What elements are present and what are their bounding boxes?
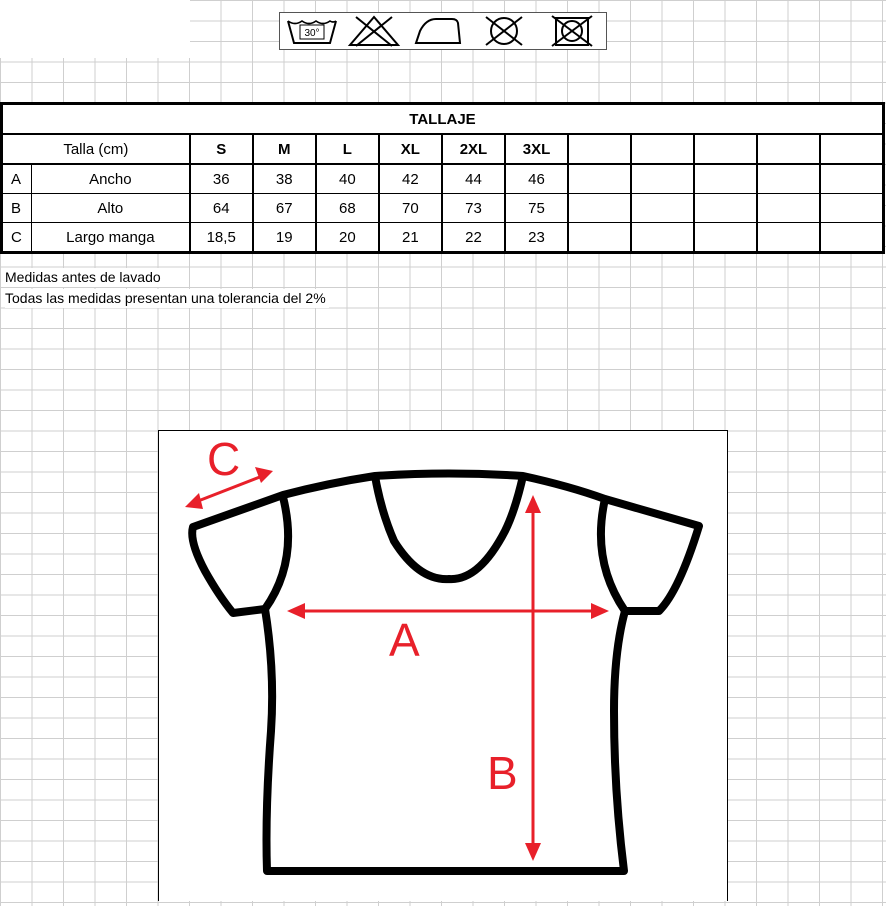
row-code: B [2, 194, 32, 223]
no-tumble-dry-icon [544, 15, 600, 47]
size-header: L [316, 134, 379, 164]
table-cell: 75 [505, 194, 568, 223]
table-cell [694, 164, 757, 194]
table-cell: 40 [316, 164, 379, 194]
size-header [820, 134, 883, 164]
row-code: C [2, 223, 32, 253]
row-label: Alto [32, 194, 190, 223]
wash-30-icon [284, 15, 340, 47]
table-cell: 64 [190, 194, 253, 223]
table-title: TALLAJE [2, 104, 884, 135]
table-row [2, 164, 884, 194]
table-cell: 67 [253, 194, 316, 223]
size-header: M [253, 134, 316, 164]
row-label: Largo manga [32, 223, 190, 253]
table-cell: 19 [253, 223, 316, 253]
tshirt-diagram [159, 431, 727, 901]
size-header [757, 134, 820, 164]
measurement-diagram [158, 430, 728, 901]
table-cell [757, 164, 820, 194]
no-bleach-icon [346, 15, 402, 47]
note-before-wash: Medidas antes de lavado [5, 268, 164, 287]
size-header [694, 134, 757, 164]
table-cell [820, 223, 883, 253]
iron-icon [410, 15, 466, 47]
size-header [631, 134, 694, 164]
table-cell [820, 164, 883, 194]
table-cell: 21 [379, 223, 442, 253]
header-merged-area-2 [0, 58, 886, 80]
table-cell: 70 [379, 194, 442, 223]
table-cell [757, 194, 820, 223]
table-cell [694, 223, 757, 253]
table-cell [820, 194, 883, 223]
size-header: XL [379, 134, 442, 164]
table-cell: 20 [316, 223, 379, 253]
size-header: 2XL [442, 134, 505, 164]
header-merged-area [0, 0, 190, 58]
table-row [2, 194, 884, 223]
no-dry-clean-icon [476, 15, 532, 47]
label-b: B [487, 747, 518, 799]
table-cell: 42 [379, 164, 442, 194]
label-a: A [389, 614, 420, 666]
table-cell: 23 [505, 223, 568, 253]
size-header [568, 134, 631, 164]
table-cell: 18,5 [190, 223, 253, 253]
table-cell: 73 [442, 194, 505, 223]
table-cell: 68 [316, 194, 379, 223]
table-cell: 38 [253, 164, 316, 194]
size-header: 3XL [505, 134, 568, 164]
tshirt-outline [192, 476, 699, 871]
table-cell [694, 194, 757, 223]
measure-arrow-c [185, 433, 273, 509]
table-row [2, 223, 884, 253]
wash-temp-label: 30° [304, 28, 320, 39]
table-cell: 22 [442, 223, 505, 253]
table-cell [568, 223, 631, 253]
size-header: S [190, 134, 253, 164]
row-label: Ancho [32, 164, 190, 194]
table-cell [631, 164, 694, 194]
table-cell [631, 194, 694, 223]
table-cell [631, 223, 694, 253]
table-cell [568, 194, 631, 223]
table-cell [757, 223, 820, 253]
note-tolerance: Todas las medidas presentan una tolerancia del 2% [5, 289, 329, 308]
table-cell: 36 [190, 164, 253, 194]
size-table [0, 102, 885, 254]
row-code: A [2, 164, 32, 194]
size-header-label: Talla (cm) [2, 134, 190, 164]
table-header-row [2, 134, 884, 164]
table-cell [568, 164, 631, 194]
table-cell: 44 [442, 164, 505, 194]
care-symbols-box [279, 12, 607, 50]
table-cell: 46 [505, 164, 568, 194]
measure-arrow-a [287, 603, 609, 666]
label-c: C [207, 433, 241, 485]
